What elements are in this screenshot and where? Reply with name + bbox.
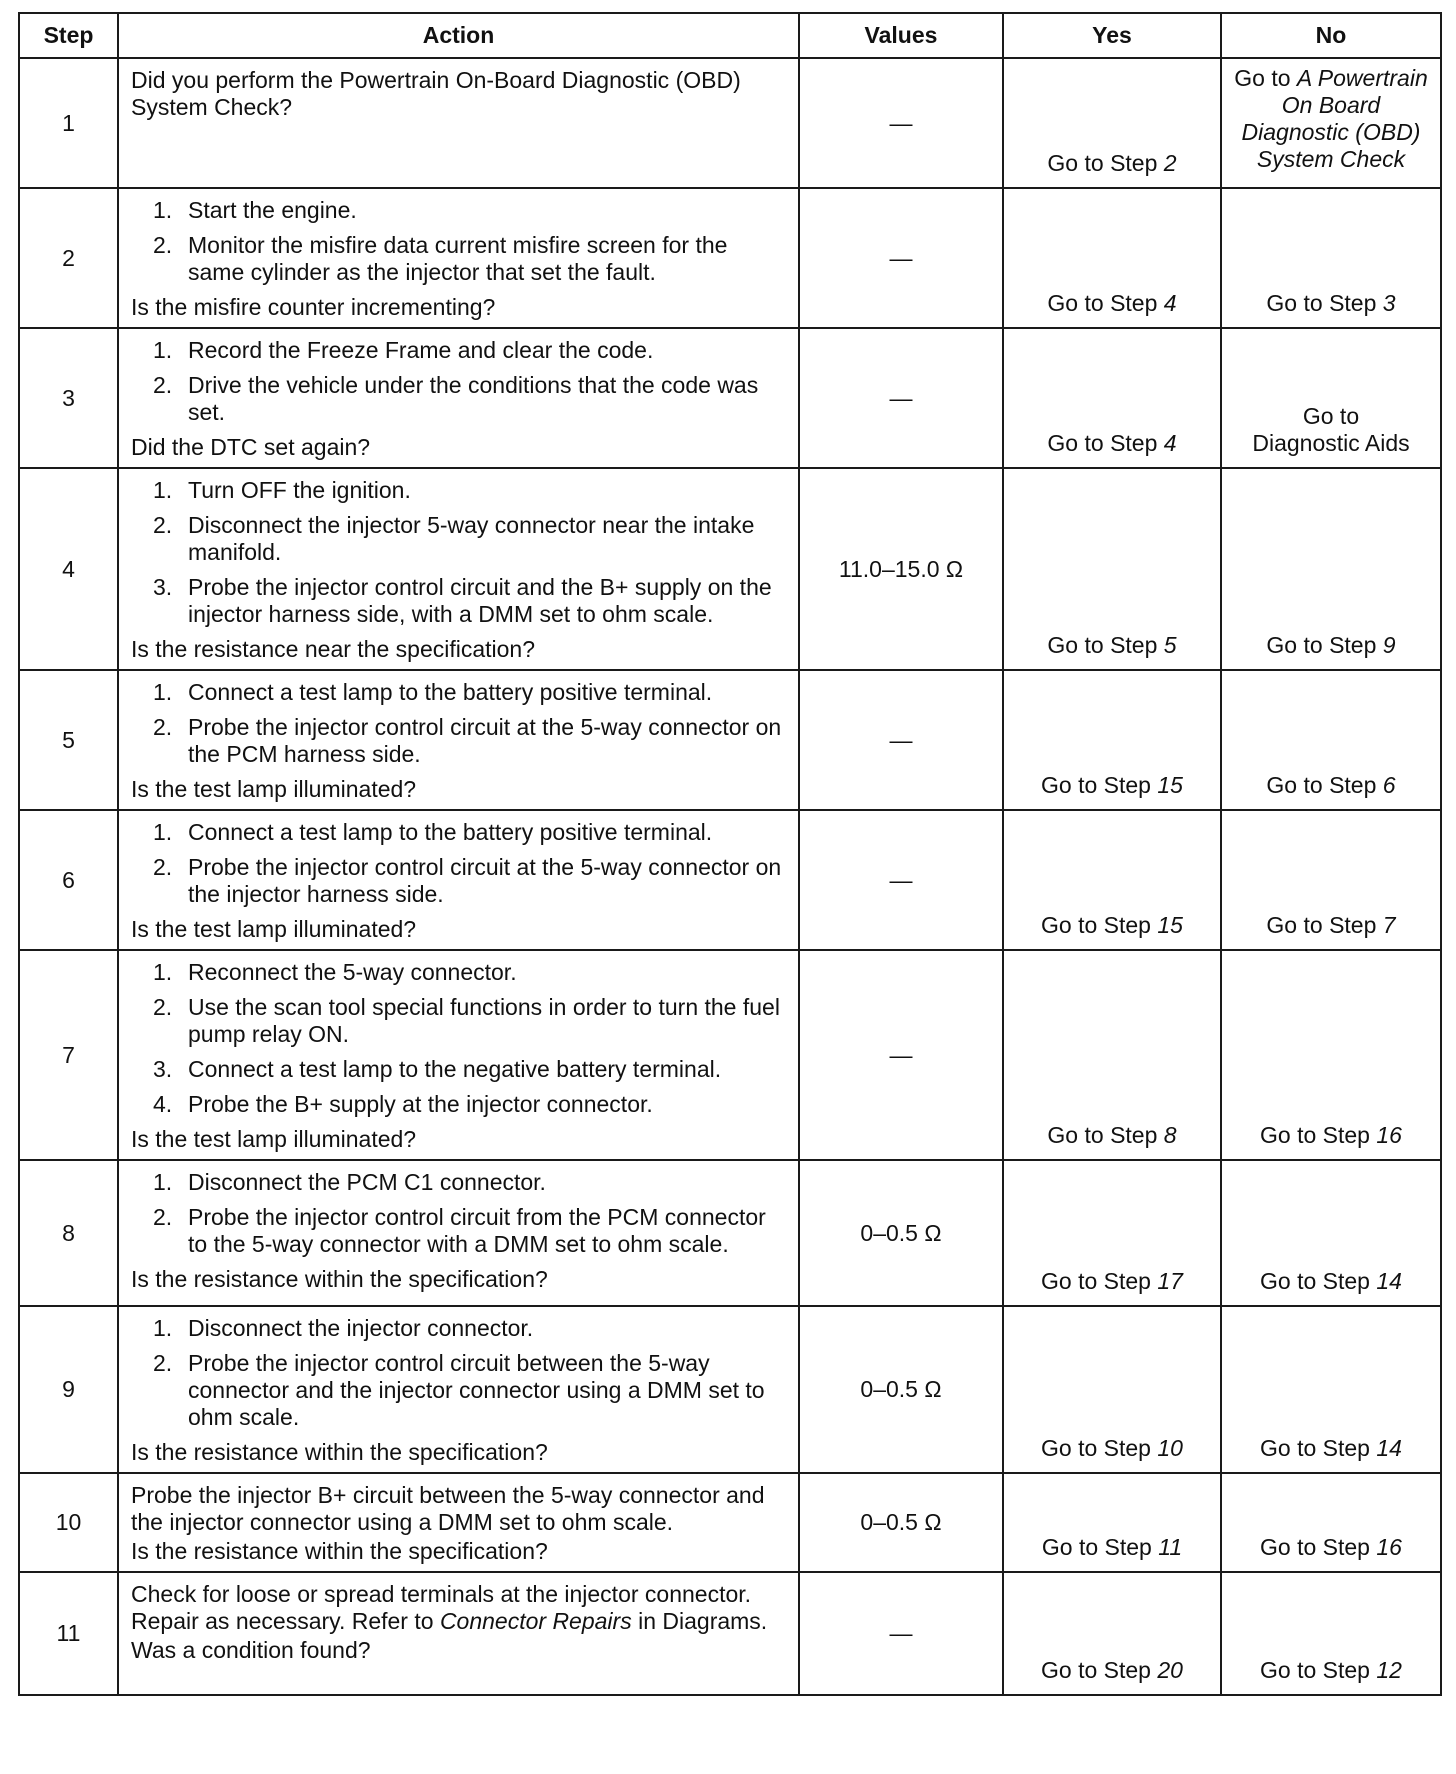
value-cell: 0–0.5 Ω [799,1160,1003,1306]
yes-goto-text: Go to Step [1041,912,1158,938]
action-cell [118,1572,799,1695]
no-step-number: 16 [1376,1534,1402,1560]
action-step-item [131,1169,788,1196]
diagnostic-table-page [18,12,1440,1696]
no-cell [1221,1306,1441,1473]
action-step-text: Connect a test lamp to the negative battery terminal. [188,1056,722,1082]
action-step-number: 2. [153,232,173,258]
action-step-number: 1. [153,819,173,845]
no-cell [1221,468,1441,670]
yes-goto-text: Go to Step [1041,1435,1158,1461]
action-step-text: Probe the injector control circuit and the B+ supply on the injector harness side, with a DMM set to ohm scale. [188,574,772,627]
no-goto-text: Go to Step [1260,1657,1377,1683]
action-step-number: 2. [153,1204,173,1230]
action-step-item [131,1204,788,1258]
no-goto-text: Go to Step [1266,772,1383,798]
header-yes: Yes [1003,13,1221,58]
header-step: Step [19,13,118,58]
yes-cell [1003,950,1221,1160]
yes-step-number: 15 [1157,912,1183,938]
yes-cell [1003,468,1221,670]
action-question: Is the resistance within the specification? [131,1439,548,1465]
action-steps-list [131,1169,788,1258]
action-step-item [131,714,788,768]
yes-goto-text: Go to Step [1041,772,1158,798]
yes-cell [1003,188,1221,328]
yes-cell [1003,58,1221,188]
action-step-text: Disconnect the injector connector. [188,1315,534,1341]
action-text: Did you perform the Powertrain On-Board Diagnostic (OBD) System Check? [131,67,741,120]
action-text [131,1581,788,1635]
action-cell [118,670,799,810]
action-question: Is the test lamp illuminated? [131,1126,417,1152]
action-step-text: Turn OFF the ignition. [188,477,411,503]
no-goto-text: Go to Step [1260,1534,1377,1560]
table-row [19,1473,1441,1572]
step-number: 6 [19,810,118,950]
yes-step-number: 4 [1163,430,1177,456]
yes-goto-text: Go to Step [1041,1534,1159,1560]
action-step-number: 1. [153,1315,173,1341]
action-cell [118,1473,799,1572]
no-cell [1221,670,1441,810]
value-cell: — [799,670,1003,810]
action-step-number: 2. [153,512,173,538]
action-question: Is the resistance near the specification? [131,636,536,662]
value-cell: 0–0.5 Ω [799,1473,1003,1572]
action-step-number: 2. [153,994,173,1020]
action-text-part: in Diagrams. [631,1608,768,1634]
value-cell: — [799,1572,1003,1695]
no-cell [1221,1160,1441,1306]
value-cell: — [799,810,1003,950]
action-cell [118,468,799,670]
action-step-item [131,574,788,628]
no-step-number: 14 [1376,1268,1402,1294]
table-row [19,950,1441,1160]
action-step-item [131,197,788,224]
step-number: 9 [19,1306,118,1473]
action-step-item [131,1350,788,1431]
table-row [19,328,1441,468]
table-row [19,810,1441,950]
action-step-number: 1. [153,959,173,985]
action-step-item [131,477,788,504]
yes-cell [1003,670,1221,810]
action-cell [118,1160,799,1306]
action-question: Is the test lamp illuminated? [131,916,417,942]
yes-cell [1003,1572,1221,1695]
no-goto-text: Go to Step [1260,1122,1377,1148]
action-step-item [131,337,788,364]
action-step-number: 1. [153,1169,173,1195]
action-step-text: Connect a test lamp to the battery positive terminal. [188,819,713,845]
yes-step-number: 10 [1157,1435,1183,1461]
yes-goto-text: Go to Step [1041,1268,1158,1294]
yes-step-number: 4 [1163,290,1177,316]
yes-cell [1003,810,1221,950]
action-step-item [131,819,788,846]
no-step-number: 3 [1382,290,1396,316]
action-step-text: Probe the B+ supply at the injector connector. [188,1091,653,1117]
action-step-item [131,1091,788,1118]
action-step-item [131,679,788,706]
no-goto-text: Go to [1302,403,1360,429]
action-step-text: Use the scan tool special functions in order to turn the fuel pump relay ON. [188,994,780,1047]
action-step-text: Drive the vehicle under the conditions that the code was set. [188,372,759,425]
no-cell [1221,1572,1441,1695]
table-row [19,468,1441,670]
action-step-number: 1. [153,477,173,503]
action-step-text: Start the engine. [188,197,357,223]
action-cell [118,950,799,1160]
action-text: Probe the injector B+ circuit between the 5-way connector and the injector connector using a DMM set to ohm scale. [131,1482,765,1535]
yes-step-number: 20 [1157,1657,1183,1683]
action-question: Is the resistance within the specification? [131,1266,548,1292]
action-step-text: Disconnect the PCM C1 connector. [188,1169,546,1195]
action-step-item [131,512,788,566]
no-cell [1221,810,1441,950]
action-step-item [131,994,788,1048]
action-step-number: 2. [153,854,173,880]
value-cell: — [799,58,1003,188]
step-number: 10 [19,1473,118,1572]
action-steps-list [131,1315,788,1431]
action-step-item [131,1315,788,1342]
action-step-text: Record the Freeze Frame and clear the code. [188,337,654,363]
action-cell [118,58,799,188]
value-cell: 0–0.5 Ω [799,1306,1003,1473]
action-step-text: Probe the injector control circuit from the PCM connector to the 5-way connector with a DMM set to ohm scale. [188,1204,766,1257]
action-step-text: Monitor the misfire data current misfire screen for the same cylinder as the injector that set the fault. [188,232,728,285]
action-question: Is the misfire counter incrementing? [131,294,496,320]
table-row [19,1306,1441,1473]
action-step-item [131,959,788,986]
action-question: Did the DTC set again? [131,434,371,460]
action-step-number: 3. [153,574,173,600]
action-steps-list [131,337,788,426]
table-row [19,58,1441,188]
action-cell [118,188,799,328]
value-cell: — [799,950,1003,1160]
action-cell [118,810,799,950]
yes-step-number: 2 [1163,150,1177,176]
action-cell [118,328,799,468]
no-step-number: 12 [1376,1657,1402,1683]
step-number: 3 [19,328,118,468]
yes-goto-text: Go to Step [1047,150,1164,176]
action-step-number: 3. [153,1056,173,1082]
step-number: 5 [19,670,118,810]
no-cell [1221,1473,1441,1572]
no-goto-text: Go to Step [1266,632,1383,658]
action-text-part: Check for loose or spread terminals at the injector connector. Repair as necessary. Refer to [131,1581,752,1634]
action-step-item [131,1056,788,1083]
yes-step-number: 8 [1163,1122,1177,1148]
yes-cell [1003,1306,1221,1473]
yes-goto-text: Go to Step [1047,1122,1164,1148]
yes-goto-text: Go to Step [1047,430,1164,456]
action-question: Is the resistance within the specification? [131,1538,548,1564]
yes-cell [1003,328,1221,468]
action-step-item [131,372,788,426]
action-question: Was a condition found? [131,1637,371,1663]
no-goto-text: Go to [1234,65,1297,91]
yes-goto-text: Go to Step [1047,632,1164,658]
action-step-item [131,232,788,286]
no-goto-text: Go to Step [1260,1435,1377,1461]
action-question: Is the test lamp illuminated? [131,776,417,802]
yes-step-number: 15 [1157,772,1183,798]
action-step-text: Reconnect the 5-way connector. [188,959,517,985]
action-step-text: Probe the injector control circuit at the 5-way connector on the injector harness side. [188,854,782,907]
action-steps-list [131,679,788,768]
action-step-text: Disconnect the injector 5-way connector near the intake manifold. [188,512,755,565]
action-steps-list [131,959,788,1118]
yes-cell [1003,1473,1221,1572]
action-step-item [131,854,788,908]
yes-goto-text: Go to Step [1041,1657,1158,1683]
step-number: 4 [19,468,118,670]
header-action: Action [118,13,799,58]
no-goto-text: Go to Step [1266,912,1383,938]
table-row [19,670,1441,810]
no-step-number: 9 [1382,632,1396,658]
no-step-number: 16 [1376,1122,1402,1148]
header-row [19,13,1441,58]
action-step-number: 2. [153,1350,173,1376]
no-step-number: 7 [1382,912,1396,938]
no-goto-text: Go to Step [1260,1268,1377,1294]
action-step-text: Probe the injector control circuit between the 5-way connector and the injector connector using a DMM set to ohm scale. [188,1350,765,1430]
action-step-number: 1. [153,197,173,223]
action-steps-list [131,819,788,908]
no-cell [1221,328,1441,468]
action-step-text: Probe the injector control circuit at the 5-way connector on the PCM harness side. [188,714,782,767]
action-step-text: Connect a test lamp to the battery positive terminal. [188,679,713,705]
value-cell: — [799,328,1003,468]
yes-goto-text: Go to Step [1047,290,1164,316]
yes-step-number: 11 [1158,1534,1183,1560]
action-step-number: 2. [153,372,173,398]
no-step-number: 6 [1382,772,1396,798]
action-cell [118,1306,799,1473]
yes-step-number: 5 [1163,632,1177,658]
header-no: No [1221,13,1441,58]
no-reference: Diagnostic Aids [1252,430,1410,456]
step-number: 11 [19,1572,118,1695]
action-steps-list [131,197,788,286]
action-text-reference: Connector Repairs [439,1608,632,1634]
no-cell [1221,188,1441,328]
step-number: 8 [19,1160,118,1306]
no-step-number: 14 [1376,1435,1402,1461]
action-step-number: 2. [153,714,173,740]
step-number: 2 [19,188,118,328]
diagnostic-table [18,12,1442,1696]
table-row [19,188,1441,328]
action-step-number: 1. [153,679,173,705]
yes-step-number: 17 [1157,1268,1183,1294]
no-cell [1221,950,1441,1160]
yes-cell [1003,1160,1221,1306]
no-goto-text: Go to Step [1266,290,1383,316]
table-row [19,1572,1441,1695]
action-step-number: 4. [153,1091,173,1117]
action-step-number: 1. [153,337,173,363]
value-cell: — [799,188,1003,328]
no-cell [1221,58,1441,188]
action-steps-list [131,477,788,628]
step-number: 7 [19,950,118,1160]
value-cell: 11.0–15.0 Ω [799,468,1003,670]
header-values: Values [799,13,1003,58]
no-reference: A Powertrain On Board Diagnostic (OBD) System Check [1241,65,1428,172]
step-number: 1 [19,58,118,188]
table-row [19,1160,1441,1306]
